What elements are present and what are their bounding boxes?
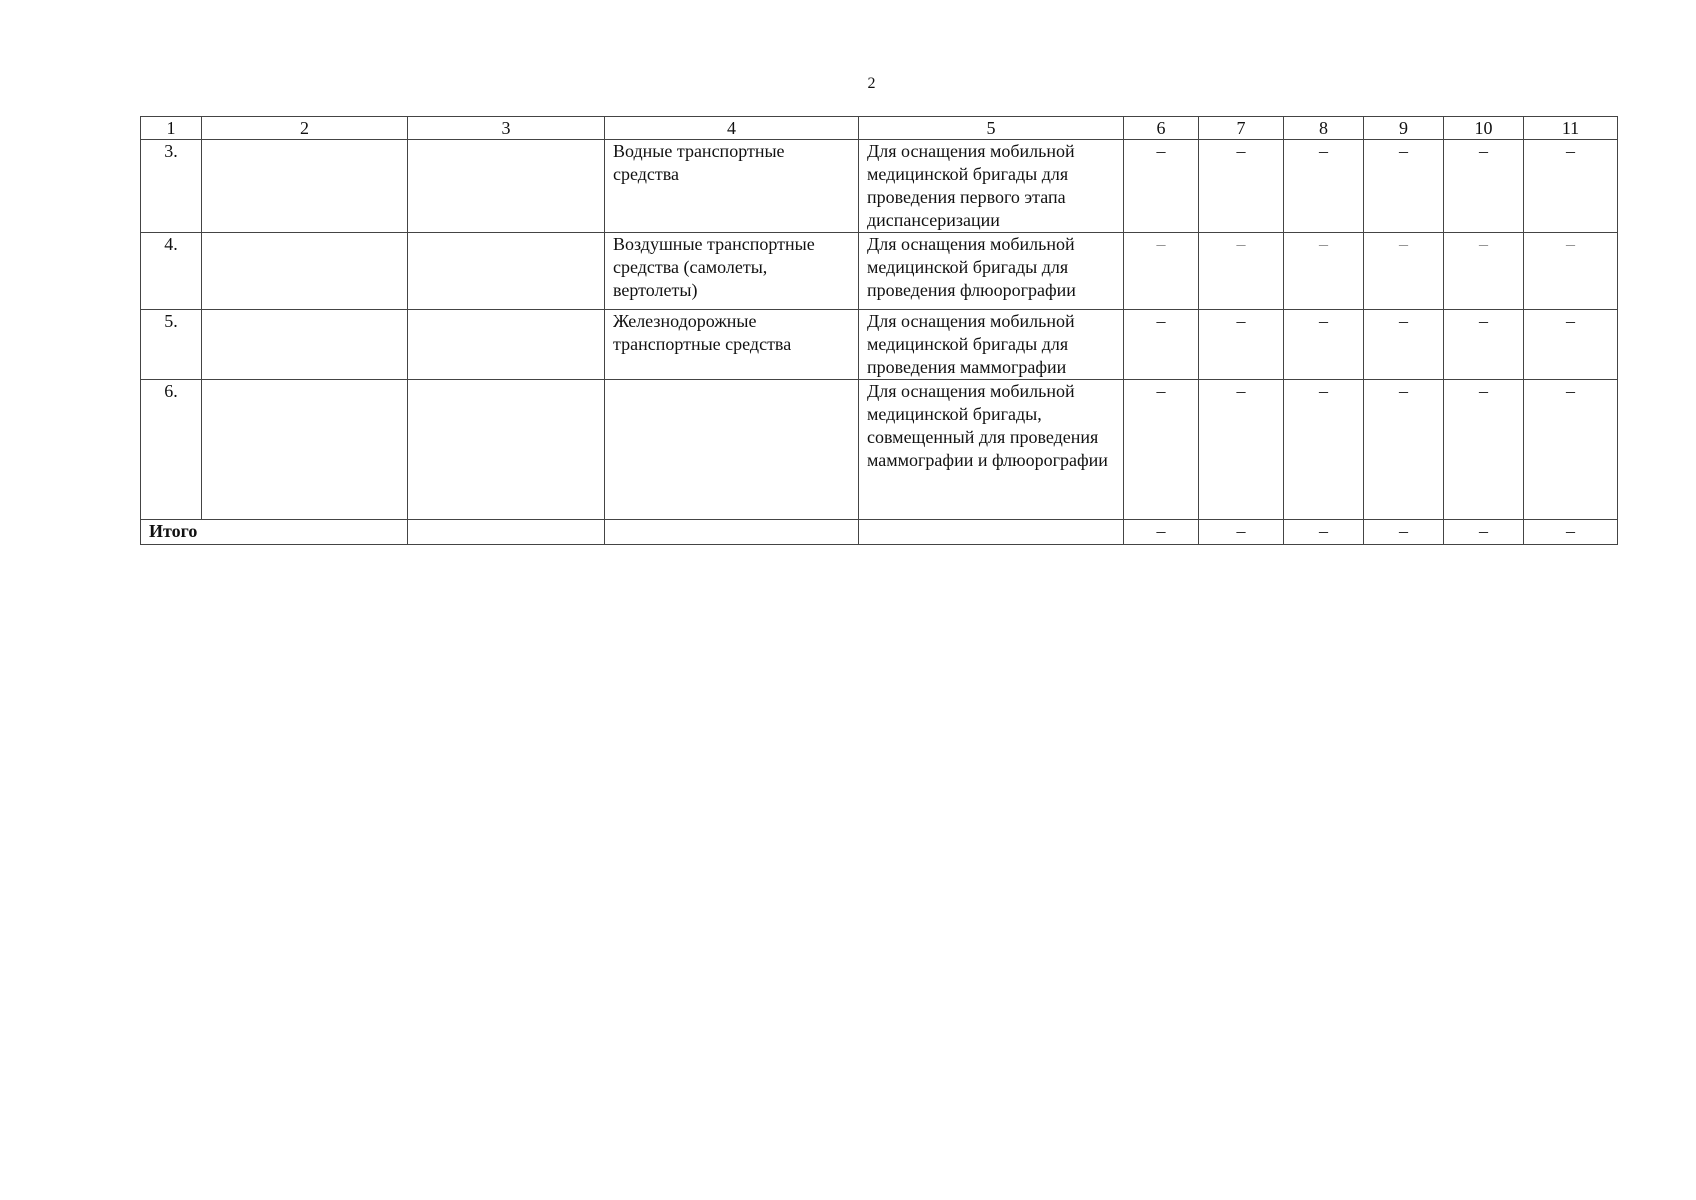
transport-type-cell bbox=[605, 520, 859, 545]
value-cell: – bbox=[1364, 310, 1444, 380]
value-cell: – bbox=[1444, 380, 1524, 520]
value-cell: – bbox=[1444, 140, 1524, 233]
purpose-cell: Для оснащения мобильной медицинской бригады, совмещенный для проведения маммографии и флюорографии bbox=[859, 380, 1124, 520]
total-value-cell: – bbox=[1199, 520, 1284, 545]
value-cell: – bbox=[1524, 233, 1618, 310]
data-table bbox=[140, 116, 1618, 545]
column-number-header: 5 bbox=[859, 117, 1124, 140]
row-number: 6. bbox=[141, 380, 202, 520]
cell-col3 bbox=[408, 310, 605, 380]
purpose-cell: Для оснащения мобильной медицинской бригады для проведения маммографии bbox=[859, 310, 1124, 380]
total-row bbox=[141, 520, 1618, 545]
table-row bbox=[141, 233, 1618, 310]
table-row bbox=[141, 140, 1618, 233]
value-cell: – bbox=[1364, 380, 1444, 520]
column-number-header: 6 bbox=[1124, 117, 1199, 140]
column-number-header: 4 bbox=[605, 117, 859, 140]
cell-col2 bbox=[202, 310, 408, 380]
page-number: 2 bbox=[867, 75, 876, 92]
value-cell: – bbox=[1524, 380, 1618, 520]
value-cell: – bbox=[1124, 380, 1199, 520]
value-cell: – bbox=[1284, 380, 1364, 520]
total-value-cell: – bbox=[1524, 520, 1618, 545]
transport-type-cell: Водные транспортные средства bbox=[605, 140, 859, 233]
value-cell: – bbox=[1199, 233, 1284, 310]
value-cell: – bbox=[1284, 310, 1364, 380]
value-cell: – bbox=[1364, 233, 1444, 310]
column-number-header: 3 bbox=[408, 117, 605, 140]
value-cell: – bbox=[1199, 310, 1284, 380]
purpose-cell: Для оснащения мобильной медицинской бригады для проведения флюорографии bbox=[859, 233, 1124, 310]
column-number-header: 2 bbox=[202, 117, 408, 140]
column-number-header: 10 bbox=[1444, 117, 1524, 140]
value-cell: – bbox=[1444, 233, 1524, 310]
cell-col2 bbox=[202, 233, 408, 310]
value-cell: – bbox=[1524, 310, 1618, 380]
cell-col2 bbox=[202, 140, 408, 233]
total-label: Итого bbox=[141, 520, 408, 545]
column-number-header: 7 bbox=[1199, 117, 1284, 140]
total-value-cell: – bbox=[1364, 520, 1444, 545]
transport-type-cell: Железнодорожные транспортные средства bbox=[605, 310, 859, 380]
table-row bbox=[141, 310, 1618, 380]
value-cell: – bbox=[1124, 140, 1199, 233]
value-cell: – bbox=[1199, 140, 1284, 233]
column-number-header: 8 bbox=[1284, 117, 1364, 140]
value-cell: – bbox=[1284, 233, 1364, 310]
column-number-header: 11 bbox=[1524, 117, 1618, 140]
total-value-cell: – bbox=[1124, 520, 1199, 545]
table-row bbox=[141, 380, 1618, 520]
cell-col3 bbox=[408, 140, 605, 233]
value-cell: – bbox=[1524, 140, 1618, 233]
transport-type-cell bbox=[605, 380, 859, 520]
total-value-cell: – bbox=[1444, 520, 1524, 545]
row-number: 3. bbox=[141, 140, 202, 233]
value-cell: – bbox=[1284, 140, 1364, 233]
row-number: 4. bbox=[141, 233, 202, 310]
total-value-cell: – bbox=[1284, 520, 1364, 545]
purpose-cell: Для оснащения мобильной медицинской бригады для проведения первого этапа диспансеризации bbox=[859, 140, 1124, 233]
cell-col3 bbox=[408, 520, 605, 545]
purpose-cell bbox=[859, 520, 1124, 545]
transport-type-cell: Воздушные транспортные средства (самолеты, вертолеты) bbox=[605, 233, 859, 310]
table-header-row bbox=[141, 117, 1618, 140]
row-number: 5. bbox=[141, 310, 202, 380]
cell-col2 bbox=[202, 380, 408, 520]
column-number-header: 1 bbox=[141, 117, 202, 140]
value-cell: – bbox=[1364, 140, 1444, 233]
column-number-header: 9 bbox=[1364, 117, 1444, 140]
value-cell: – bbox=[1444, 310, 1524, 380]
value-cell: – bbox=[1124, 310, 1199, 380]
cell-col3 bbox=[408, 233, 605, 310]
cell-col3 bbox=[408, 380, 605, 520]
value-cell: – bbox=[1199, 380, 1284, 520]
value-cell: – bbox=[1124, 233, 1199, 310]
